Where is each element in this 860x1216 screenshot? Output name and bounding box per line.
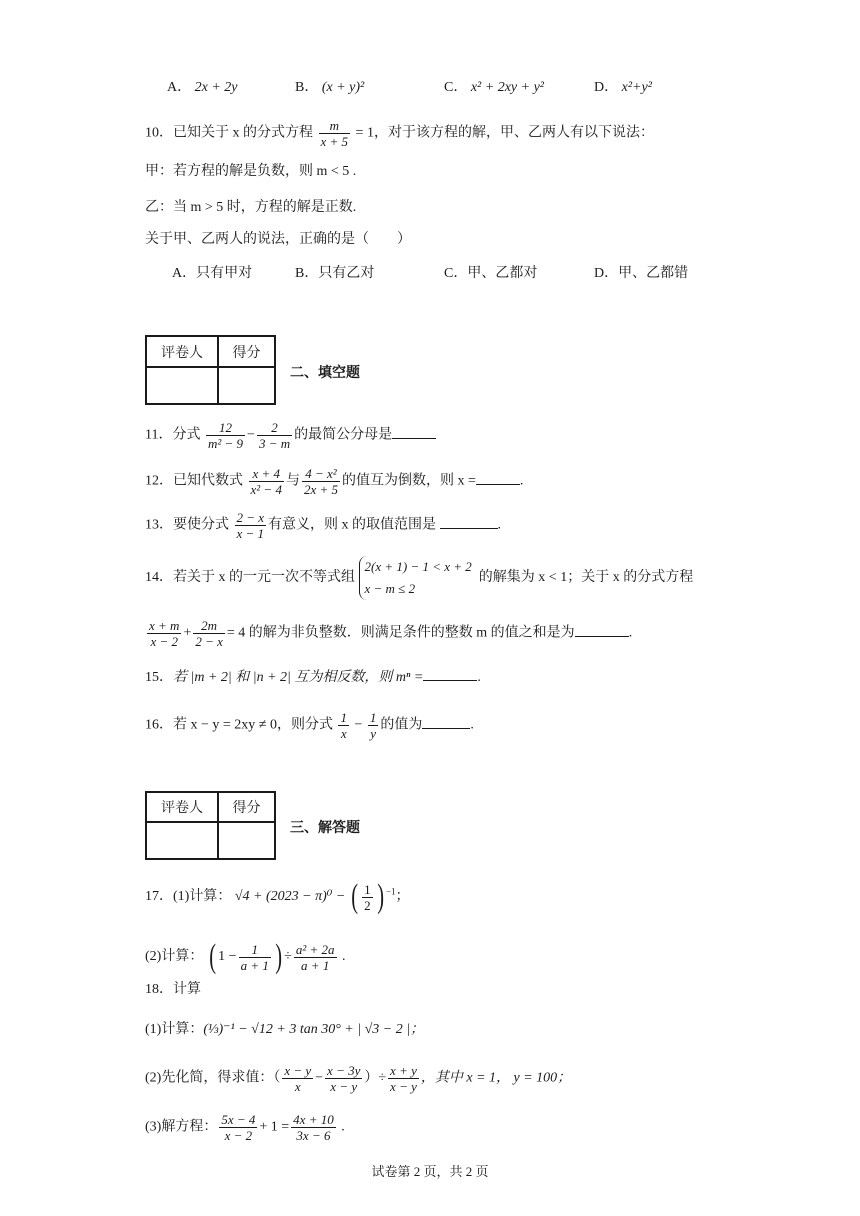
q17-part2: (2)计算： ( 1 − $\frac{1}{a + 1}$ ) ÷ $\frac{\text{a² + 2a}}{a + 1}$ . [145,938,346,975]
q10-stem: 10．已知关于 x 的分式方程 $\frac{m}{x + 5}$ = 1，对于该方程的解，甲、乙两人有以下说法： [145,118,654,149]
score-table-section-2 [145,335,276,405]
q14-line2: $\frac{x + m}{x - 2}$ + $\frac{2m}{2 - x}$ = 4 的解为非负整数．则满足条件的整数 m 的值之和是为 . [149,618,633,649]
q14-answer-blank[interactable] [575,624,629,637]
page-footer: 试卷第 2 页，共 2 页 [371,1164,489,1179]
q17-part1: 17．(1)计算： √4 + (2023 − π)⁰ − ( $\frac{1}{2}$ ) $^{-1}$； [145,878,410,915]
q11: 11．分式 $\frac{12}{\text{m² − 9}}$ − $\frac{2}{3 - m}$ 的最简公分母是 [145,420,436,451]
score-header: 得分 [218,792,275,822]
q13: 13．要使分式 $\frac{2 - x}{x - 1}$ 有意义，则 x 的取值范围是 . [145,510,502,541]
q16-answer-blank[interactable] [422,716,470,729]
score-cell[interactable] [218,367,275,404]
q16: 16．若 x − y = 2xy ≠ 0，则分式 $\frac{1}{x}$ − $\frac{1}{y}$ 的值为 . [145,710,474,741]
q18-title: 18．计算 [145,982,201,997]
grader-header: 评卷人 [146,336,218,367]
q12: 12．已知代数式 $\frac{x + 4}{\text{x² − 4}}$ 与 $\frac{\text{4 − x²}}{2x + 5}$ 的值互为倒数，则 x = . [145,466,524,497]
q10-question: 关于甲、乙两人的说法，正确的是（ ） [145,232,411,247]
q10-option-b: B．只有乙对 [295,266,375,281]
q10-jia-statement: 甲：若方程的解是负数，则 m < 5 . [145,164,357,179]
grader-cell[interactable] [146,367,218,404]
q10-yi-statement: 乙：当 m > 5 时，方程的解是正数. [145,200,357,215]
section-2-title: 二、填空题 [290,365,360,381]
q10-fraction: $\frac{m}{x + 5}$ [320,118,349,149]
q15: 15．若 |m + 2| 和 |n + 2| 互为相反数，则 mⁿ = . [145,670,481,685]
q13-answer-blank[interactable] [440,516,498,529]
q14-inequality-system: 2(x + 1) − 1 < x + 2 x − m ≤ 2 [359,556,472,600]
grader-header: 评卷人 [146,792,218,822]
q10-option-a: A．只有甲对 [172,266,253,281]
section-3-title: 三、解答题 [290,820,360,836]
q18-part2: (2)先化简，得求值：（ $\frac{x - y}{x}$ − $\frac{x - 3y}{x - y}$ ）÷ $\frac{x + y}{x - y}$ ，其中 x = 1， y = 100； [145,1063,572,1094]
score-table-section-3 [145,791,276,860]
grader-cell[interactable] [146,822,218,859]
q9-option-c: C． x² + 2xy + y² [444,80,544,95]
q12-answer-blank[interactable] [476,472,520,485]
q15-answer-blank[interactable] [423,668,477,681]
q18-part1: (1)计算：(⅓)⁻¹ − √12 + 3 tan 30° + | √3 − 2 |； [145,1022,425,1037]
score-header: 得分 [218,336,275,367]
score-cell[interactable] [218,822,275,859]
q9-option-d: D． x²+y² [594,80,652,95]
q9-option-b: B． (x + y)² [295,80,365,95]
q9-option-a: A． 2x + 2y [167,80,238,95]
q18-part3: (3)解方程： $\frac{5x - 4}{x - 2}$ + 1 = $\frac{4x + 10}{3x - 6}$ . [145,1112,345,1143]
q11-answer-blank[interactable] [392,426,436,439]
q10-option-c: C．甲、乙都对 [444,266,538,281]
q14-line1: 14．若关于 x 的一元一次不等式组 2(x + 1) − 1 < x + 2 x − m ≤ 2 的解集为 x < 1；关于 x 的分式方程 [145,556,693,600]
q10-option-d: D．甲、乙都错 [594,266,689,281]
